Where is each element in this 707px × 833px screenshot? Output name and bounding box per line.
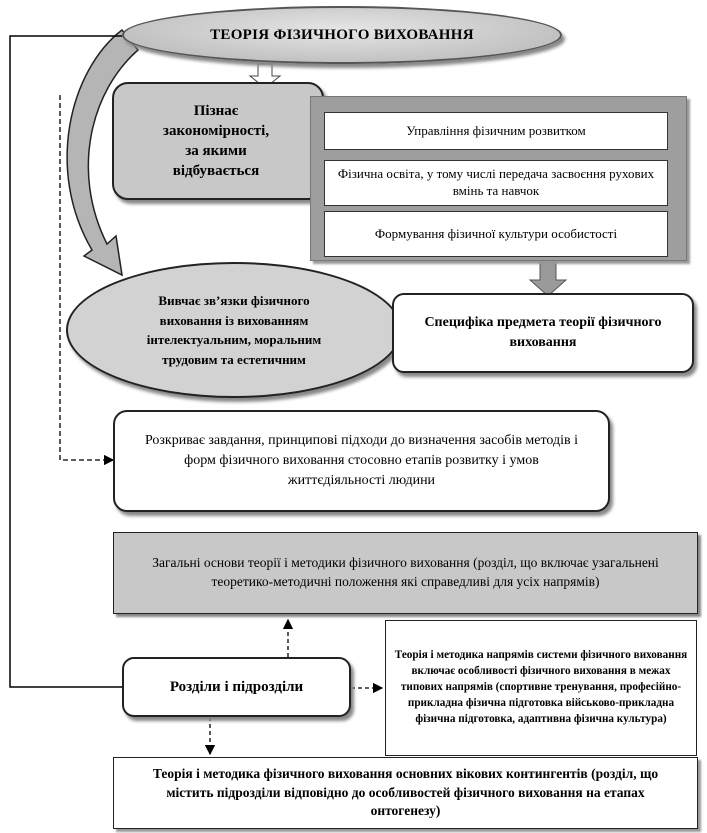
regularities-box: Пізнає закономірності, за якими відбувається — [112, 82, 324, 200]
reveals-box: Розкриває завдання, принципові підходи до визначення засобів методів і форм фізичного виховання стосовно етапів розвитку і умов життєдіяльності людини — [113, 410, 610, 512]
down-arrow-frame — [530, 262, 566, 296]
connections-ellipse: Вивчає зв’язки фізичного виховання із вихованням інтелектуальним, моральним трудовим та естетичним — [66, 262, 402, 398]
sections-box: Розділи і підрозділи — [122, 657, 351, 717]
diagram-title: ТЕОРІЯ ФІЗИЧНОГО ВИХОВАННЯ — [122, 6, 562, 64]
process-item: Формування фізичної культури особистості — [324, 211, 668, 257]
directions-box: Теорія і методика напрямів системи фізичного виховання включає особливості фізичного виховання в межах типових напрямів (спортивне тренування, професійно-прикладна фізична підготовка військово-прикладна фізична підготовка, адаптивна фізична культура) — [385, 620, 697, 756]
process-item: Фізична освіта, у тому числі передача засвоєння рухових вмінь та навчок — [324, 160, 668, 206]
general-foundations-box: Загальні основи теорії і методики фізичного виховання (розділ, що включає узагальнені теоретико-методичні положення які справедливі для усіх напрямів) — [113, 532, 698, 614]
process-item: Управління фізичним розвитком — [324, 112, 668, 150]
specifics-box: Специфіка предмета теорії фізичного виховання — [392, 293, 694, 373]
age-contingents-box: Теорія і методика фізичного виховання основних вікових контингентів (розділ, що містить підрозділи відповідно до особливостей фізичного виховання на етапах онтогенезу) — [113, 757, 698, 829]
